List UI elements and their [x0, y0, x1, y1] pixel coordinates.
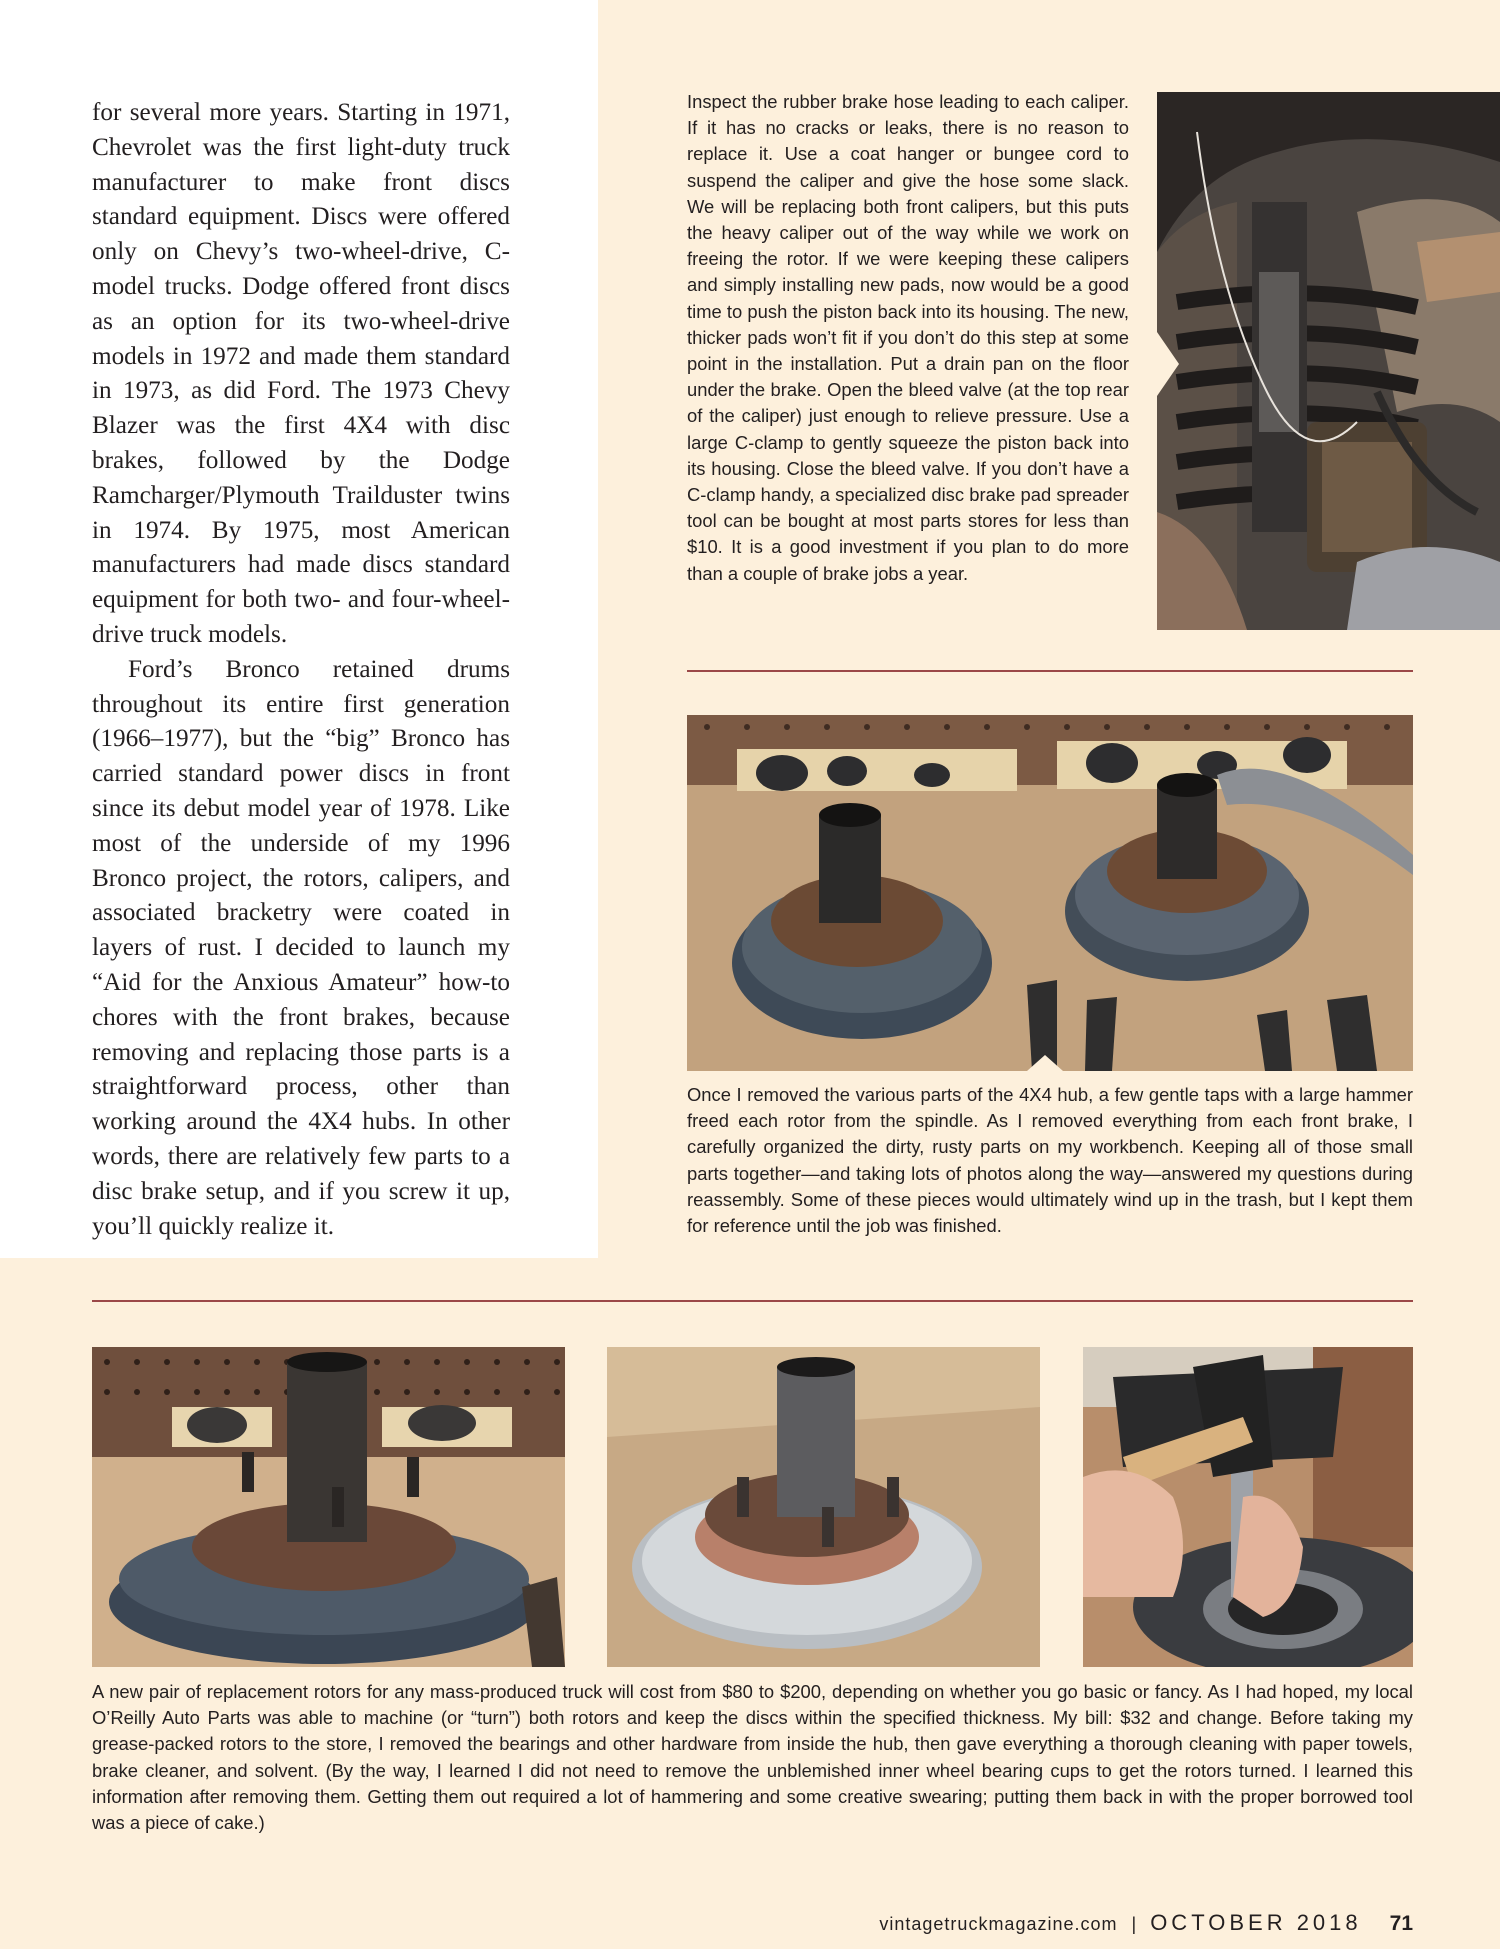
page-number: 71 — [1389, 1912, 1413, 1935]
rotors-caption: Once I removed the various parts of the 4X4 hub, a few gentle taps with a large hammer freed each rotor from the spindle. As I removed everything from each front brake, I carefully organized the dirty, rusty parts on my workbench. Keeping all of those small parts together—and taking lots of photos along the way—answered my questions during reassembly. Some of these pieces would ultimately wind up in the trash, but I kept them for reference until the job was finished. — [687, 1084, 1413, 1237]
caliper-suspension-photo — [1157, 92, 1500, 630]
rusty-rotor-photo — [92, 1347, 565, 1667]
issue-date: OCTOBER 2018 — [1150, 1910, 1362, 1935]
page-footer — [879, 1910, 1413, 1936]
article-body — [92, 96, 510, 1244]
article-paragraph: Ford’s Bronco retained drums throughout its entire first generation (1966–1977), but the “big” Bronco has carried standard power discs in front since its debut model year of 1978. Like most of the underside of my 1996 Bronco project, the rotors, calipers, and associated bracketry were coated in layers of rust. I decided to launch my “Aid for the Anxious Amateur” how-to chores with the front brakes, because removing and replacing those parts is a straightforward process, other than working around the 4X4 hubs. In other words, there are relatively few parts to a disc brake setup, and if you screw it up, you’ll quickly realize it. — [92, 655, 510, 1240]
hammering-bearing-cup-photo — [1083, 1347, 1413, 1667]
turned-rotor-photo — [607, 1347, 1040, 1667]
footer-separator: | — [1131, 1914, 1137, 1934]
rotor-turning-caption: A new pair of replacement rotors for any mass-produced truck will cost from $80 to $200, depending on whether you go basic or fancy. As I had hoped, my local O’Reilly Auto Parts was able to machine (or “turn”) both rotors and keep the discs within the specified thickness. My bill: $32 and change. Before taking my grease-packed rotors to the store, I removed the bearings and other hardware from inside the hub, then gave everything a thorough cleaning with paper towels, brake cleaner, and solvent. (By the way, I learned I did not need to remove the unblemished inner wheel bearing cups to get the rotors turned. I learned this information after removing them. Getting them out required a lot of hammering and some creative swearing; putting them back in with the proper borrowed tool was a piece of cake.) — [92, 1681, 1413, 1834]
divider-rule — [687, 670, 1413, 672]
website-url: vintagetruckmagazine.com — [879, 1914, 1118, 1934]
rotors-on-workbench-photo — [687, 715, 1413, 1071]
article-paragraph: for several more years. Starting in 1971, Chevrolet was the first light-duty truck manufacturer to make front discs standard equipment. Discs were offered only on Chevy’s two-wheel-drive, C-model trucks. Dodge offered front discs as an option for its two-wheel-drive models in 1972 and made them standard in 1973, as did Ford. The 1973 Chevy Blazer was the first 4X4 with disc brakes, followed by the Dodge Ramcharger/Plymouth Trailduster twins in 1974. By 1975, most American manufacturers had made discs standard equipment for both two- and four-wheel-drive truck models. — [92, 99, 510, 648]
divider-rule — [92, 1300, 1413, 1302]
caliper-caption: Inspect the rubber brake hose leading to each caliper. If it has no cracks or leaks, there is no reason to replace it. Use a coat hanger or bungee cord to suspend the caliper and give the hose some slack. We will be replacing both front calipers, but this puts the heavy caliper out of the way while we work on freeing the rotor. If we were keeping these calipers and simply installing new pads, now would be a good time to push the piston back into its housing. The new, thicker pads won’t fit if you don’t do this step at some point in the installation. Put a drain pan on the floor under the brake. Open the bleed valve (at the top rear of the caliper) just enough to relieve pressure. Use a large C-clamp to gently squeeze the piston back into its housing. Close the bleed valve. If you don’t have a C-clamp handy, a specialized disc brake pad spreader tool can be bought at most parts stores for less than $10. It is a good investment if you plan to do more than a couple of brake jobs a year. — [687, 91, 1129, 584]
